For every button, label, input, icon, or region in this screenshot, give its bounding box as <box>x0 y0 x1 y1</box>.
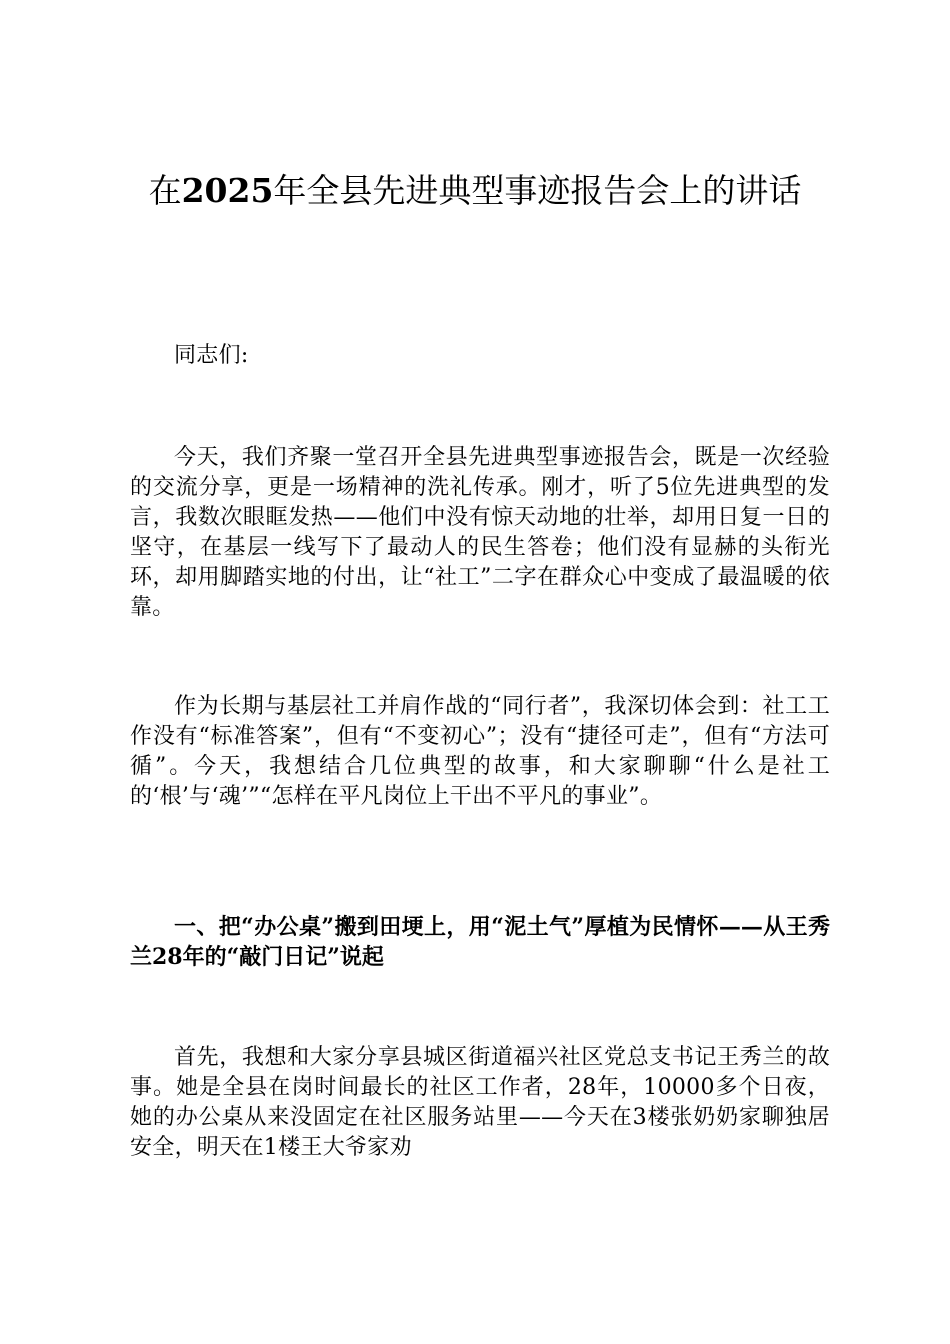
section-heading: 一、把“办公桌”搬到田埂上，用“泥土气”厚植为民情怀——从王秀兰28年的“敲门日记”说起 <box>130 914 830 970</box>
title-prefix: 在 <box>148 171 182 210</box>
salutation: 同志们: <box>174 343 249 368</box>
paragraph-intro: 今天，我们齐聚一堂召开全县先进典型事迹报告会，既是一次经验的交流分享，更是一场精神的洗礼传承。刚才，听了5位先进典型的发言，我数次眼眶发热——他们中没有惊天动地的壮举，却用日复一日的坚守，在基层一线写下了最动人的民生答卷；他们没有显赫的头衔光环，却用脚踏实地的付出，让“社工”二字在群众心中变成了最温暖的依靠。 <box>130 445 830 620</box>
document-title <box>0 165 950 217</box>
title-year: 2025 <box>181 171 274 210</box>
paragraph-reflection: 作为长期与基层社工并肩作战的“同行者”，我深切体会到：社工工作没有“标准答案”，但有“不变初心”；没有“捷径可走”，但有“方法可循”。今天，我想结合几位典型的故事，和大家聊聊“什么是社工的‘根’与‘魂’”“怎样在平凡岗位上干出不平凡的事业”。 <box>130 694 830 809</box>
section-paragraph: 首先，我想和大家分享县城区街道福兴社区党总支书记王秀兰的故事。她是全县在岗时间最长的社区工作者，28年，10000多个日夜，她的办公桌从来没固定在社区服务站里——今天在3楼张奶奶家聊独居安全，明天在1楼王大爷家劝 <box>130 1045 830 1160</box>
title-suffix: 年全县先进典型事迹报告会上的讲话 <box>273 171 802 210</box>
